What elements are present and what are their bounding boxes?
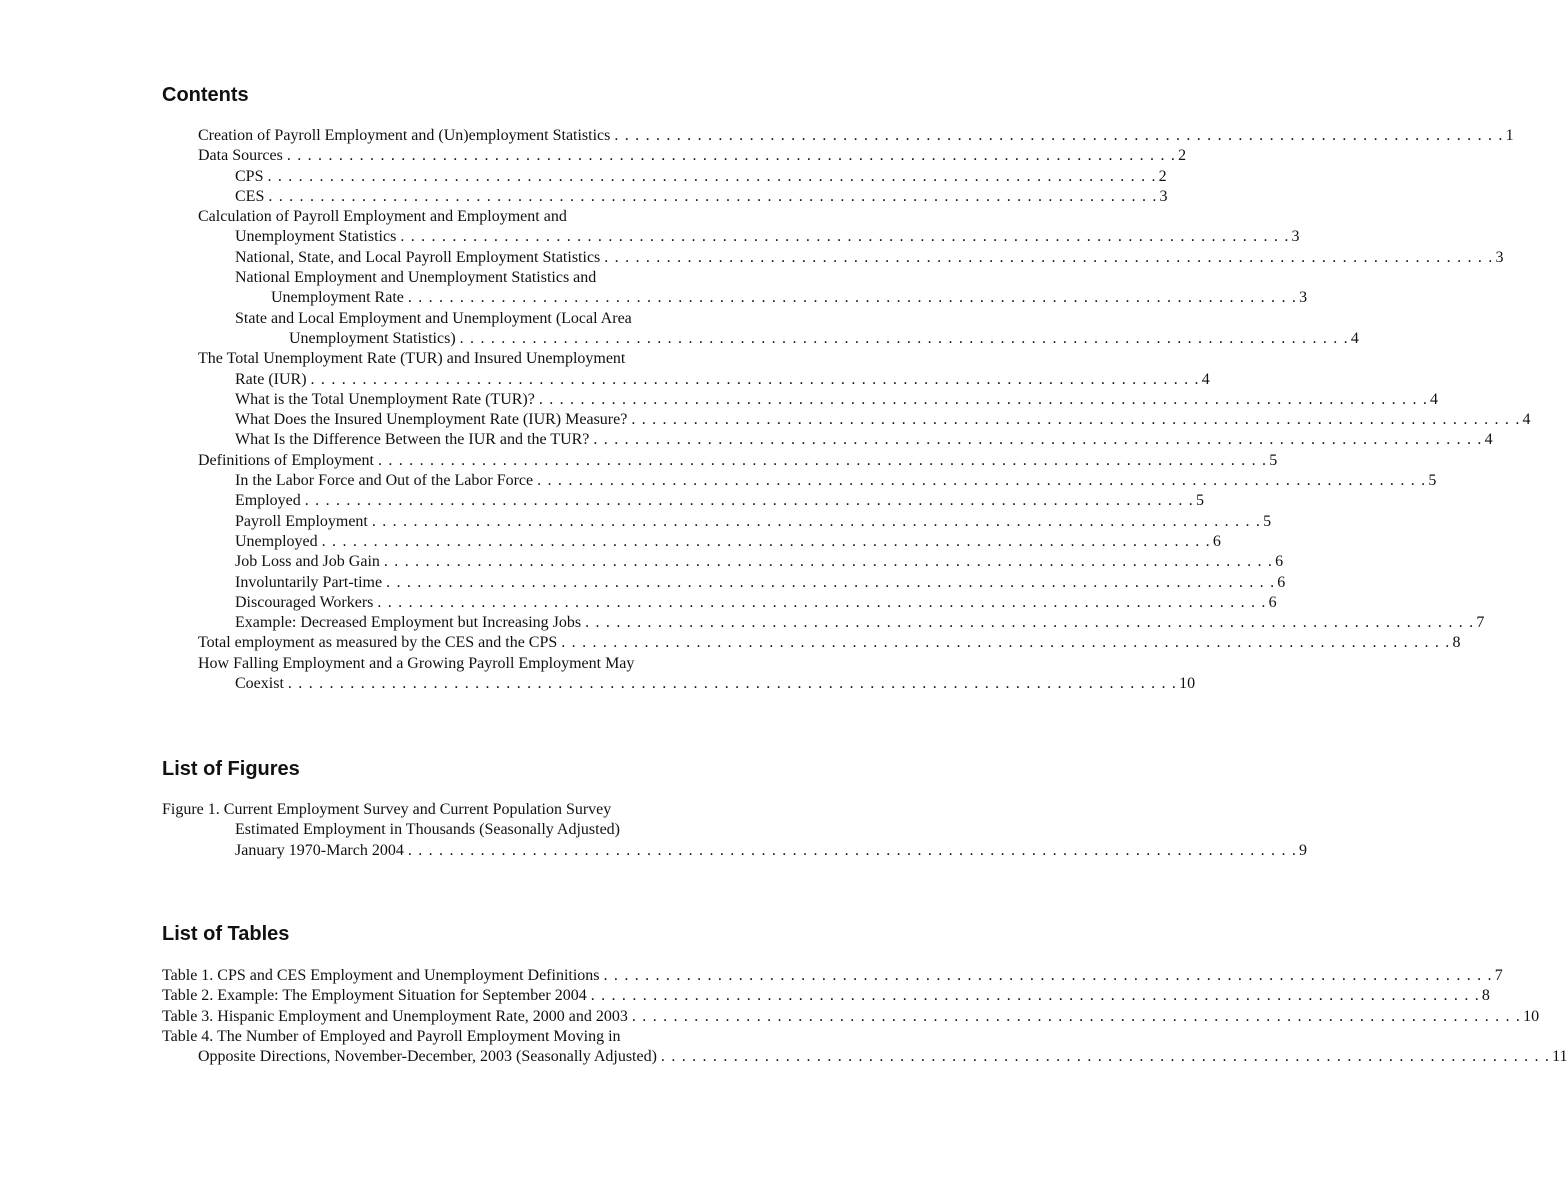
table-entry[interactable] <box>0 1047 1568 1067</box>
toc-page-number: 5 <box>1269 451 1278 469</box>
table-page-number: 8 <box>1481 987 1490 1005</box>
toc-leader: . . . . . . . . . . . . . . . . . . . . . . . . . . . . . . . . . . . . . . . . . . . . . . . . . . . . . . . . . . . . . . . . . . . . . . . . . . . . . . . . . . . . . . <box>287 675 1178 693</box>
toc-entry-text: Data Sources <box>198 146 287 166</box>
toc-entry[interactable] <box>0 248 1504 268</box>
toc-page-number: 2 <box>1178 147 1187 165</box>
table-page-number: 7 <box>1494 967 1503 984</box>
toc-entry-text: Calculation of Payroll Employment and Employment and <box>198 208 567 226</box>
toc-entry-continued[interactable] <box>0 349 920 369</box>
toc-entry-continued[interactable] <box>0 268 920 288</box>
toc-page-number: 8 <box>1452 634 1461 652</box>
toc-entry-text: CES <box>235 187 268 207</box>
toc-entry-text: Unemployment Statistics) <box>289 329 460 349</box>
toc-page-number: 1 <box>1505 127 1514 144</box>
toc-entry-text: The Total Unemployment Rate (TUR) and Insured Unemployment <box>198 350 626 368</box>
figures-list <box>0 800 1308 861</box>
toc-entry-text: State and Local Employment and Unemployment (Local Area <box>235 309 632 327</box>
table-entry-text: Table 3. Hispanic Employment and Unemployment Rate, 2000 and 2003 <box>162 1007 632 1027</box>
toc-leader: . . . . . . . . . . . . . . . . . . . . . . . . . . . . . . . . . . . . . . . . . . . . . . . . . . . . . . . . . . . . . . . . . . . . . . . . . . . . . . . . . . . . . . <box>631 1007 1522 1025</box>
toc-page-number: 4 <box>1201 370 1210 388</box>
tables-heading: List of Tables <box>162 923 290 945</box>
figures-heading: List of Figures <box>162 758 300 780</box>
contents-heading: Contents <box>162 84 249 106</box>
toc-entry[interactable] <box>0 491 1204 511</box>
toc-entry[interactable] <box>0 471 1437 491</box>
toc-leader: . . . . . . . . . . . . . . . . . . . . . . . . . . . . . . . . . . . . . . . . . . . . . . . . . . . . . . . . . . . . . . . . . . . . . . . . . . . . . . . . . . . . . . <box>383 553 1274 571</box>
table-entry[interactable] <box>0 1007 1540 1027</box>
toc-page-number: 3 <box>1299 289 1308 307</box>
toc-leader: . . . . . . . . . . . . . . . . . . . . . . . . . . . . . . . . . . . . . . . . . . . . . . . . . . . . . . . . . . . . . . . . . . . . . . . . . . . . . . . . . . . . . . <box>267 167 1157 185</box>
figure-entry-text: Figure 1. Current Employment Survey and Current Population Survey <box>162 801 612 818</box>
figure-entry[interactable] <box>0 841 1308 861</box>
toc-entry[interactable] <box>0 613 1485 633</box>
toc-entry[interactable] <box>0 573 1286 593</box>
toc-leader: . . . . . . . . . . . . . . . . . . . . . . . . . . . . . . . . . . . . . . . . . . . . . . . . . . . . . . . . . . . . . . . . . . . . . . . . . . . . . . . . . . . . . . <box>286 147 1177 165</box>
figure-entry-text: January 1970-March 2004 <box>235 841 408 861</box>
figure-page-number: 9 <box>1299 841 1308 859</box>
toc-leader: . . . . . . . . . . . . . . . . . . . . . . . . . . . . . . . . . . . . . . . . . . . . . . . . . . . . . . . . . . . . . . . . . . . . . . . . . . . . . . . . . . . . . . <box>407 841 1298 859</box>
toc-leader: . . . . . . . . . . . . . . . . . . . . . . . . . . . . . . . . . . . . . . . . . . . . . . . . . . . . . . . . . . . . . . . . . . . . . . . . . . . . . . . . . . . . . . <box>537 472 1427 490</box>
toc-entry[interactable] <box>0 552 1284 572</box>
toc-leader: . . . . . . . . . . . . . . . . . . . . . . . . . . . . . . . . . . . . . . . . . . . . . . . . . . . . . . . . . . . . . . . . . . . . . . . . . . . . . . . . . . . . . . <box>371 512 1262 530</box>
toc-page-number: 5 <box>1263 512 1272 530</box>
toc-entry-text: In the Labor Force and Out of the Labor Force <box>235 471 537 491</box>
toc-page-number: 7 <box>1476 614 1485 632</box>
toc-entry-text: CPS <box>235 167 267 187</box>
figure-entry-continued[interactable] <box>0 800 920 820</box>
toc-leader: . . . . . . . . . . . . . . . . . . . . . . . . . . . . . . . . . . . . . . . . . . . . . . . . . . . . . . . . . . . . . . . . . . . . . . . . . . . . . . . . . . . . . . <box>377 451 1268 469</box>
toc-leader: . . . . . . . . . . . . . . . . . . . . . . . . . . . . . . . . . . . . . . . . . . . . . . . . . . . . . . . . . . . . . . . . . . . . . . . . . . . . . . . . . . . . . . <box>660 1048 1551 1066</box>
toc-entry[interactable] <box>0 126 1514 146</box>
toc-leader: . . . . . . . . . . . . . . . . . . . . . . . . . . . . . . . . . . . . . . . . . . . . . . . . . . . . . . . . . . . . . . . . . . . . . . . . . . . . . . . . . . . . . . <box>538 390 1429 408</box>
table-page-number: 10 <box>1523 1007 1540 1025</box>
toc-entry-text: Involuntarily Part-time <box>235 573 386 593</box>
toc-entry-text: What Does the Insured Unemployment Rate (IUR) Measure? <box>235 410 631 430</box>
toc-entry-text: Payroll Employment <box>235 512 372 532</box>
toc-entry[interactable] <box>0 633 1461 653</box>
toc-entry-text: Total employment as measured by the CES and the CPS <box>198 633 561 653</box>
toc-entry-text: National Employment and Unemployment Statistics and <box>235 269 597 287</box>
toc-entry[interactable] <box>0 390 1439 410</box>
toc-page-number: 2 <box>1158 167 1167 185</box>
toc-page-number: 3 <box>1291 228 1300 246</box>
toc-entry[interactable] <box>0 532 1221 552</box>
toc-entry-text: National, State, and Local Payroll Employment Statistics <box>235 248 604 268</box>
table-entry[interactable] <box>0 966 1503 986</box>
toc-entry-text: Creation of Payroll Employment and (Un)employment Statistics <box>198 126 614 146</box>
toc-entry[interactable] <box>0 187 1168 207</box>
toc-page-number: 3 <box>1159 187 1168 205</box>
table-entry-text: Table 2. Example: The Employment Situation for September 2004 <box>162 986 591 1006</box>
toc-leader: . . . . . . . . . . . . . . . . . . . . . . . . . . . . . . . . . . . . . . . . . . . . . . . . . . . . . . . . . . . . . . . . . . . . . . . . . . . . . . . . . . . . . . <box>561 634 1451 652</box>
table-entry-text: Opposite Directions, November-December, 2003 (Seasonally Adjusted) <box>198 1047 661 1067</box>
tables-list <box>0 966 1568 1067</box>
toc-entry-text: How Falling Employment and a Growing Payroll Employment May <box>198 654 635 672</box>
toc-leader: . . . . . . . . . . . . . . . . . . . . . . . . . . . . . . . . . . . . . . . . . . . . . . . . . . . . . . . . . . . . . . . . . . . . . . . . . . . . . . . . . . . . . . <box>590 987 1480 1005</box>
toc-page-number: 4 <box>1350 329 1359 347</box>
figure-entry-continued[interactable] <box>0 820 920 840</box>
toc-leader: . . . . . . . . . . . . . . . . . . . . . . . . . . . . . . . . . . . . . . . . . . . . . . . . . . . . . . . . . . . . . . . . . . . . . . . . . . . . . . . . . . . . . . <box>386 573 1276 591</box>
toc-entry[interactable] <box>0 674 1196 694</box>
toc-entry[interactable] <box>0 146 1187 166</box>
toc-entry[interactable] <box>0 512 1272 532</box>
toc-entry-text: Job Loss and Job Gain <box>235 552 384 572</box>
toc-entry[interactable] <box>0 410 1531 430</box>
table-entry[interactable] <box>0 986 1490 1006</box>
toc-leader: . . . . . . . . . . . . . . . . . . . . . . . . . . . . . . . . . . . . . . . . . . . . . . . . . . . . . . . . . . . . . . . . . . . . . . . . . . . . . . . . . . . . . . <box>593 431 1483 449</box>
toc-page-number: 3 <box>1495 248 1504 266</box>
toc-leader: . . . . . . . . . . . . . . . . . . . . . . . . . . . . . . . . . . . . . . . . . . . . . . . . . . . . . . . . . . . . . . . . . . . . . . . . . . . . . . . . . . . . . . <box>268 187 1158 205</box>
toc-entry-text: Employed <box>235 491 305 511</box>
toc-leader: . . . . . . . . . . . . . . . . . . . . . . . . . . . . . . . . . . . . . . . . . . . . . . . . . . . . . . . . . . . . . . . . . . . . . . . . . . . . . . . . . . . . . . <box>400 228 1290 246</box>
toc-entry-text: Unemployment Rate <box>271 288 408 308</box>
toc-page-number: 4 <box>1484 431 1493 449</box>
toc-page-number: 5 <box>1195 492 1204 510</box>
toc-entry-text: What Is the Difference Between the IUR and the TUR? <box>235 430 593 450</box>
toc-leader: . . . . . . . . . . . . . . . . . . . . . . . . . . . . . . . . . . . . . . . . . . . . . . . . . . . . . . . . . . . . . . . . . . . . . . . . . . . . . . . . . . . . . . <box>604 248 1494 266</box>
toc-page-number: 6 <box>1277 573 1286 591</box>
toc-entry[interactable] <box>0 227 1300 247</box>
toc-entry[interactable] <box>0 370 1210 390</box>
toc-entry[interactable] <box>0 430 1493 450</box>
toc-leader: . . . . . . . . . . . . . . . . . . . . . . . . . . . . . . . . . . . . . . . . . . . . . . . . . . . . . . . . . . . . . . . . . . . . . . . . . . . . . . . . . . . . . . <box>304 492 1194 510</box>
toc-entry-text: Coexist <box>235 674 288 694</box>
toc-entry-text: Unemployed <box>235 532 322 552</box>
toc-entry-continued[interactable] <box>0 309 920 329</box>
toc-page-number: 4 <box>1430 390 1439 408</box>
toc-entry-text: Definitions of Employment <box>198 451 378 471</box>
toc-entry[interactable] <box>0 593 1277 613</box>
toc-leader: . . . . . . . . . . . . . . . . . . . . . . . . . . . . . . . . . . . . . . . . . . . . . . . . . . . . . . . . . . . . . . . . . . . . . . . . . . . . . . . . . . . . . . <box>631 411 1521 429</box>
toc-entry-text: Example: Decreased Employment but Increasing Jobs <box>235 613 585 633</box>
toc-leader: . . . . . . . . . . . . . . . . . . . . . . . . . . . . . . . . . . . . . . . . . . . . . . . . . . . . . . . . . . . . . . . . . . . . . . . . . . . . . . . . . . . . . . <box>377 593 1267 611</box>
toc-page-number: 10 <box>1179 675 1196 693</box>
toc-page-number: 6 <box>1275 553 1284 571</box>
table-entry-text: Table 4. The Number of Employed and Payroll Employment Moving in <box>162 1027 621 1045</box>
toc-entry[interactable] <box>0 329 1359 349</box>
toc-entry-text: Unemployment Statistics <box>235 227 400 247</box>
toc-entry[interactable] <box>0 451 1278 471</box>
contents-list <box>0 126 1531 694</box>
toc-leader: . . . . . . . . . . . . . . . . . . . . . . . . . . . . . . . . . . . . . . . . . . . . . . . . . . . . . . . . . . . . . . . . . . . . . . . . . . . . . . . . . . . . . . <box>310 370 1200 388</box>
toc-page-number: 5 <box>1428 472 1437 490</box>
toc-entry-text: What is the Total Unemployment Rate (TUR)? <box>235 390 539 410</box>
toc-page-number: 6 <box>1268 593 1277 611</box>
toc-leader: . . . . . . . . . . . . . . . . . . . . . . . . . . . . . . . . . . . . . . . . . . . . . . . . . . . . . . . . . . . . . . . . . . . . . . . . . . . . . . . . . . . . . . <box>321 532 1211 550</box>
toc-page-number: 6 <box>1212 532 1221 550</box>
toc-leader: . . . . . . . . . . . . . . . . . . . . . . . . . . . . . . . . . . . . . . . . . . . . . . . . . . . . . . . . . . . . . . . . . . . . . . . . . . . . . . . . . . . . . . <box>459 329 1349 347</box>
toc-entry[interactable] <box>0 288 1308 308</box>
figure-entry-text: Estimated Employment in Thousands (Seasonally Adjusted) <box>235 821 620 839</box>
toc-entry-continued[interactable] <box>0 207 920 227</box>
table-entry-continued[interactable] <box>0 1027 920 1047</box>
table-entry-text: Table 1. CPS and CES Employment and Unemployment Definitions <box>162 966 604 986</box>
toc-leader: . . . . . . . . . . . . . . . . . . . . . . . . . . . . . . . . . . . . . . . . . . . . . . . . . . . . . . . . . . . . . . . . . . . . . . . . . . . . . . . . . . . . . . <box>603 967 1493 984</box>
toc-entry-text: Discouraged Workers <box>235 593 377 613</box>
table-page-number: 11 <box>1552 1048 1568 1066</box>
toc-leader: . . . . . . . . . . . . . . . . . . . . . . . . . . . . . . . . . . . . . . . . . . . . . . . . . . . . . . . . . . . . . . . . . . . . . . . . . . . . . . . . . . . . . . <box>585 614 1475 632</box>
toc-page-number: 4 <box>1522 411 1531 429</box>
toc-entry[interactable] <box>0 167 1167 187</box>
toc-entry-text: Rate (IUR) <box>235 370 311 390</box>
toc-entry-continued[interactable] <box>0 654 920 674</box>
toc-leader: . . . . . . . . . . . . . . . . . . . . . . . . . . . . . . . . . . . . . . . . . . . . . . . . . . . . . . . . . . . . . . . . . . . . . . . . . . . . . . . . . . . . . . <box>407 289 1298 307</box>
toc-leader: . . . . . . . . . . . . . . . . . . . . . . . . . . . . . . . . . . . . . . . . . . . . . . . . . . . . . . . . . . . . . . . . . . . . . . . . . . . . . . . . . . . . . . <box>614 127 1504 144</box>
